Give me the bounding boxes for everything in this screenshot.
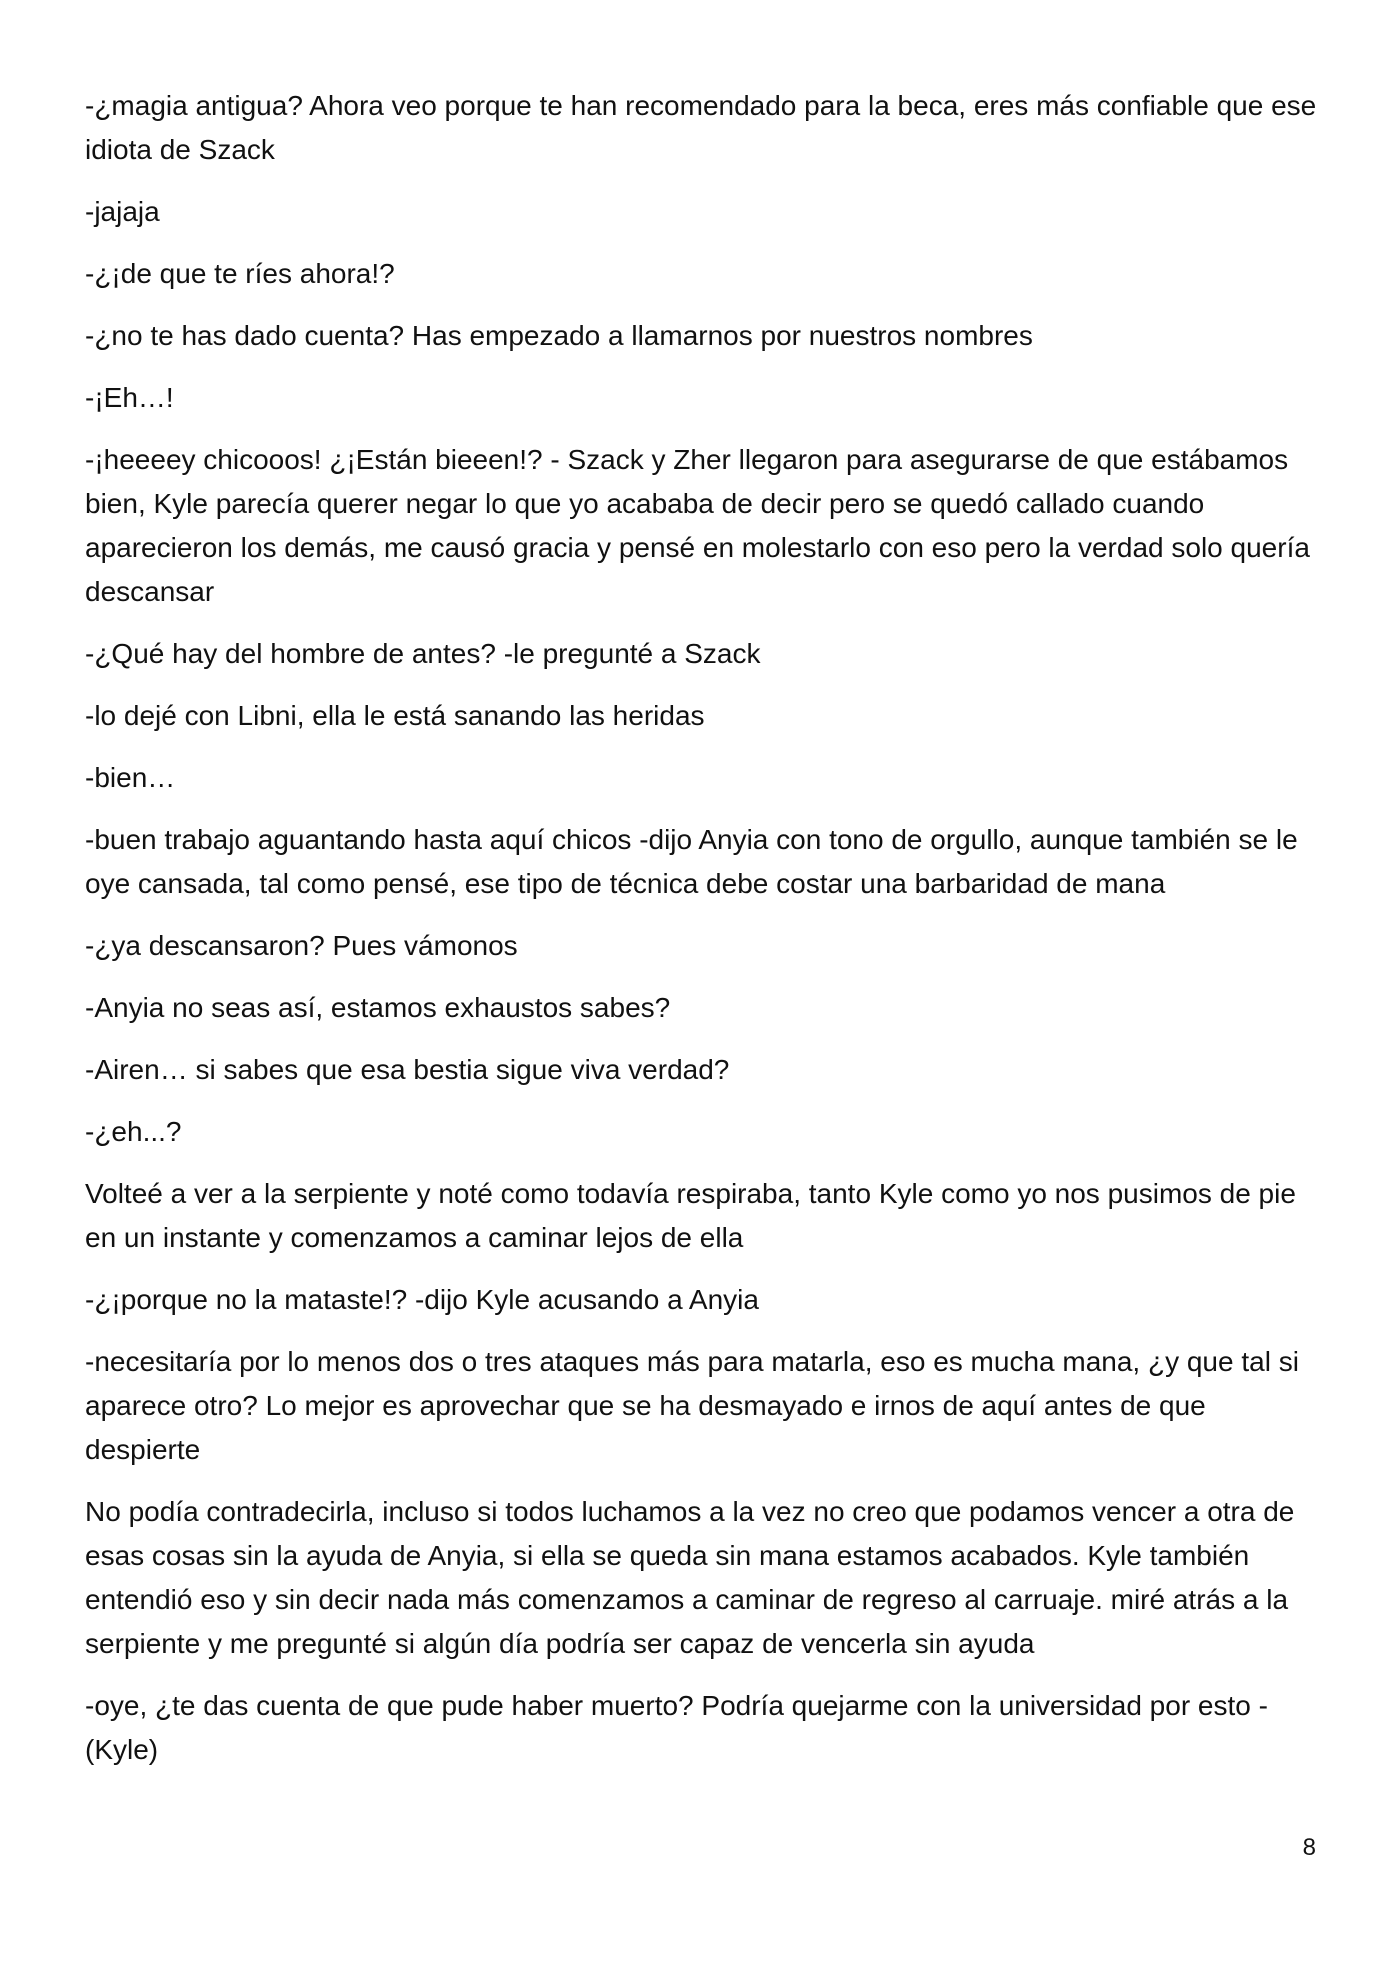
paragraph: Volteé a ver a la serpiente y noté como todavía respiraba, tanto Kyle como yo nos pusimos de pie en un instante y comenzamos a caminar lejos de ella bbox=[85, 1178, 1296, 1253]
page-number: 8 bbox=[1302, 1834, 1316, 1861]
paragraph: -¿magia antigua? Ahora veo porque te han recomendado para la beca, eres más confiable que ese idiota de Szack bbox=[85, 90, 1317, 165]
paragraph: -¿Qué hay del hombre de antes? -le pregunté a Szack bbox=[85, 638, 761, 669]
paragraph: -bien… bbox=[85, 762, 176, 793]
paragraph: -oye, ¿te das cuenta de que pude haber muerto? Podría quejarme con la universidad por esto -(Kyle) bbox=[85, 1690, 1268, 1765]
paragraph: -¿¡porque no la mataste!? -dijo Kyle acusando a Anyia bbox=[85, 1284, 759, 1315]
paragraph: -¿¡de que te ríes ahora!? bbox=[85, 258, 395, 289]
paragraph: -¡heeeey chicooos! ¿¡Están bieeen!? - Szack y Zher llegaron para asegurarse de que estábamos bien, Kyle parecía querer negar lo que yo acababa de decir pero se quedó callado cuando aparecieron los demás, me causó gracia y pensé en molestarlo con eso pero la verdad solo quería descansar bbox=[85, 444, 1310, 607]
paragraph: -¿ya descansaron? Pues vámonos bbox=[85, 930, 518, 961]
paragraph: -buen trabajo aguantando hasta aquí chicos -dijo Anyia con tono de orgullo, aunque también se le oye cansada, tal como pensé, ese tipo de técnica debe costar una barbaridad de mana bbox=[85, 824, 1298, 899]
paragraph: -¿no te has dado cuenta? Has empezado a llamarnos por nuestros nombres bbox=[85, 320, 1033, 351]
paragraph: -¿eh...? bbox=[85, 1116, 182, 1147]
paragraph: -lo dejé con Libni, ella le está sanando las heridas bbox=[85, 700, 705, 731]
paragraph: -Airen… si sabes que esa bestia sigue viva verdad? bbox=[85, 1054, 730, 1085]
paragraph: -Anyia no seas así, estamos exhaustos sabes? bbox=[85, 992, 671, 1023]
paragraph: -¡Eh…! bbox=[85, 382, 174, 413]
paragraph: No podía contradecirla, incluso si todos luchamos a la vez no creo que podamos vencer a otra de esas cosas sin la ayuda de Anyia, si ella se queda sin mana estamos acabados. Kyle también entendió eso y sin decir nada más comenzamos a caminar de regreso al carruaje. miré atrás a la serpiente y me pregunté si algún día podría ser capaz de vencerla sin ayuda bbox=[85, 1496, 1295, 1659]
paragraph: -necesitaría por lo menos dos o tres ataques más para matarla, eso es mucha mana, ¿y que tal si aparece otro? Lo mejor es aprovechar que se ha desmayado e irnos de aquí antes de que despierte bbox=[85, 1346, 1299, 1465]
page-body bbox=[85, 84, 1325, 1790]
paragraph: -jajaja bbox=[85, 196, 160, 227]
